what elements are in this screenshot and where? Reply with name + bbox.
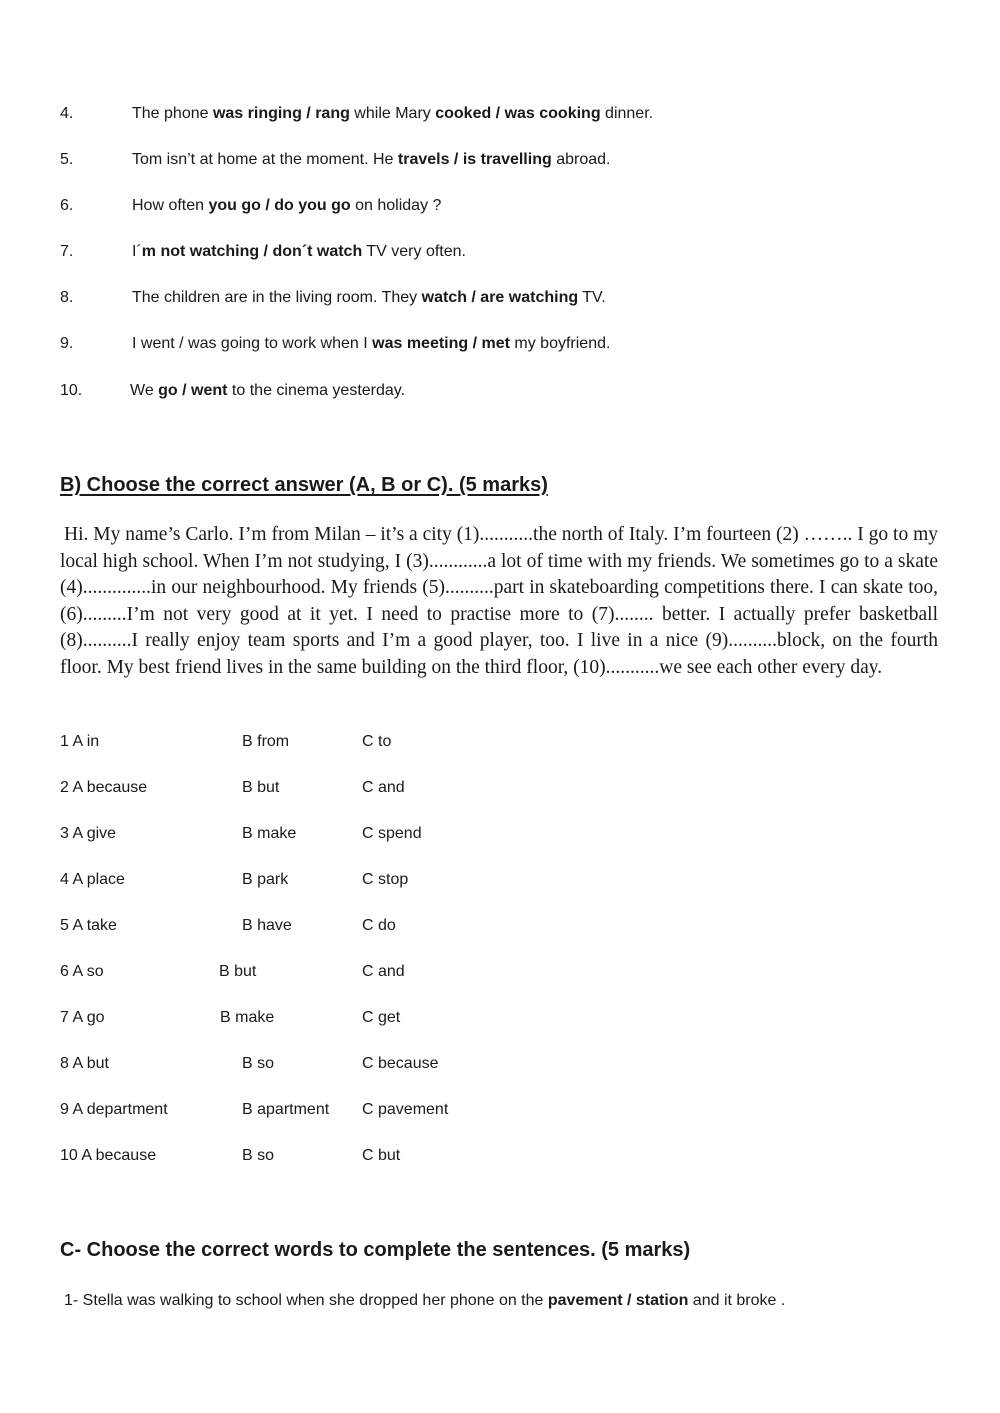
item-number: 9. — [60, 335, 74, 352]
item-number: 5. — [60, 151, 74, 168]
option-c: C stop — [362, 871, 409, 888]
option-a: 7 A go — [60, 1009, 105, 1026]
option-a: 5 A take — [60, 917, 117, 934]
item-text-post: and it broke . — [688, 1292, 786, 1309]
option-c: C get — [362, 1009, 401, 1026]
option-c: C spend — [362, 825, 422, 842]
option-c: C to — [362, 733, 392, 750]
item-sentence: We go / went to the cinema yesterday. — [130, 382, 406, 399]
option-b: B make — [220, 1009, 275, 1026]
option-a: 3 A give — [60, 825, 117, 842]
item-sentence: The children are in the living room. They watch / are watching TV. — [132, 289, 606, 306]
option-b: B so — [242, 1147, 275, 1164]
section-c-item-1 — [64, 1292, 785, 1310]
option-c: C and — [362, 963, 405, 980]
item-number: 10. — [60, 382, 83, 399]
option-c: C but — [362, 1147, 401, 1164]
option-b: B from — [242, 733, 290, 750]
option-b: B so — [242, 1055, 275, 1072]
item-number: 6. — [60, 197, 74, 214]
item-text-pre: 1- Stella was walking to school when she dropped her phone on the — [64, 1292, 548, 1309]
item-sentence: I´m not watching / don´t watch TV very often. — [132, 243, 466, 260]
item-sentence: Tom isn’t at home at the moment. He travels / is travelling abroad. — [132, 151, 611, 168]
item-sentence: How often you go / do you go on holiday ? — [132, 197, 442, 214]
option-a: 4 A place — [60, 871, 125, 888]
option-b: B park — [242, 871, 289, 888]
option-a: 6 A so — [60, 963, 104, 980]
section-b-heading: B) Choose the correct answer (A, B or C). (5 marks) — [60, 474, 548, 496]
option-a: 2 A because — [60, 779, 148, 796]
item-number: 4. — [60, 105, 74, 122]
option-c: C do — [362, 917, 396, 934]
option-b: B but — [242, 779, 280, 796]
section-c-heading: C- Choose the correct words to complete the sentences. (5 marks) — [60, 1239, 691, 1261]
option-b: B apartment — [242, 1101, 330, 1118]
option-a: 10 A because — [60, 1147, 157, 1164]
item-sentence: I went / was going to work when I was meeting / met my boyfriend. — [132, 335, 611, 352]
option-c: C and — [362, 779, 405, 796]
item-number: 8. — [60, 289, 74, 306]
option-a: 1 A in — [60, 733, 100, 750]
option-a: 8 A but — [60, 1055, 109, 1072]
option-b: B have — [242, 917, 292, 934]
item-sentence: The phone was ringing / rang while Mary cooked / was cooking dinner. — [132, 105, 654, 122]
option-c: C pavement — [362, 1101, 449, 1118]
option-b: B but — [219, 963, 257, 980]
item-number: 7. — [60, 243, 74, 260]
reading-passage: Hi. My name’s Carlo. I’m from Milan – it’s a city (1)...........the north of Italy. I’m fourteen (2) …….. I go to my local high school. When I’m not studying, I (3)............a lot of time with my friends. We sometimes go to a skate (4)..............in our neighbourhood. My friends (5)..........part in skateboarding competitions there. I can skate too,(6).........I’m not very good at it yet. I need to practise more to (7)........ better. I actually prefer basketball (8)..........I really enjoy team sports and I’m a good player, too. I live in a nice (9)..........block, on the fourth floor. My best friend lives in the same building on the third floor, (10)...........we see each other every day. — [60, 524, 938, 678]
option-b: B make — [242, 825, 297, 842]
option-a: 9 A department — [60, 1101, 168, 1118]
item-choice: pavement / station — [547, 1292, 689, 1309]
option-c: C because — [362, 1055, 439, 1072]
